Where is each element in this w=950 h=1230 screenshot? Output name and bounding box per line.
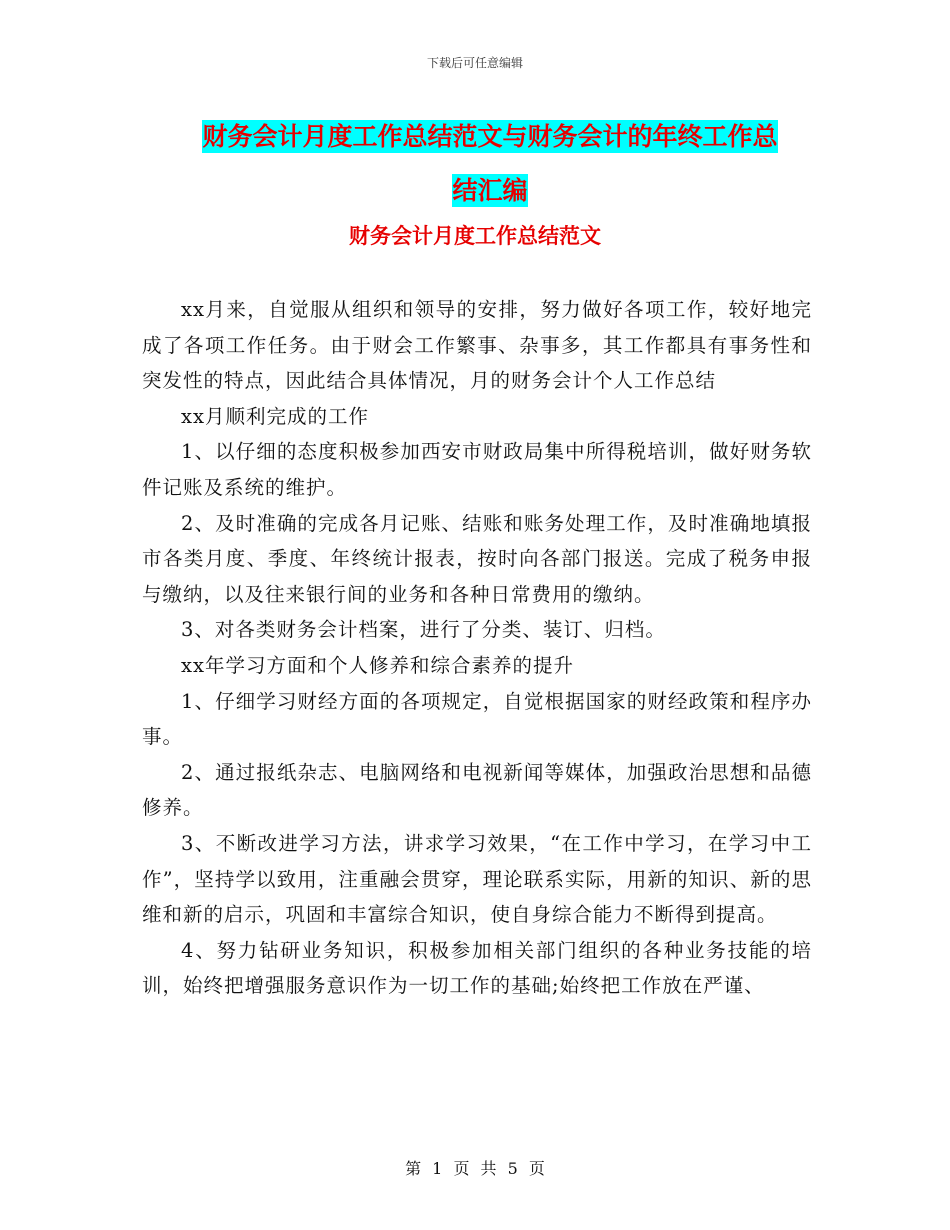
paragraph: 4、努力钻研业务知识，积极参加相关部门组织的各种业务技能的培训，始终把增强服务意识作为一切工作的基础;始终把工作放在严谨、 (142, 938, 812, 998)
document-body (142, 292, 812, 1004)
paragraph: 2、通过报纸杂志、电脑网络和电视新闻等媒体，加强政治思想和品德修养。 (142, 760, 812, 820)
document-title-line-2: 结汇编 (452, 176, 528, 205)
paragraph: xx年学习方面和个人修养和综合素养的提升 (181, 653, 574, 677)
document-title-line-1: 财务会计月度工作总结范文与财务会计的年终工作总 (202, 122, 778, 151)
paragraph: 1、仔细学习财经方面的各项规定，自觉根据国家的财经政策和程序办事。 (142, 689, 812, 749)
section-title: 财务会计月度工作总结范文 (349, 224, 601, 248)
header-note: 下载后可任意编辑 (426, 56, 523, 70)
paragraph: 3、对各类财务会计档案，进行了分类、装订、归档。 (181, 618, 666, 642)
paragraph: 2、及时准确的完成各月记账、结账和账务处理工作，及时准确地填报市各类月度、季度、年终统计报表，按时向各部门报送。完成了税务申报与缴纳，以及往来银行间的业务和各种日常费用的缴纳。 (142, 511, 812, 606)
paragraph: 1、以仔细的态度积极参加西安市财政局集中所得税培训，做好财务软件记账及系统的维护。 (142, 440, 812, 499)
paragraph: xx月顺利完成的工作 (181, 404, 369, 428)
paragraph: xx月来，自觉服从组织和领导的安排，努力做好各项工作，较好地完成了各项工作任务。由于财会工作繁事、杂事多，其工作都具有事务性和突发性的特点，因此结合具体情况，月的财务会计个人工作总结 (142, 298, 812, 393)
page-number: 第 1 页 共 5 页 (405, 1159, 545, 1178)
paragraph: 3、不断改进学习方法，讲求学习效果，“在工作中学习，在学习中工作”，坚持学以致用，注重融会贯穿，理论联系实际，用新的知识、新的思维和新的启示，巩固和丰富综合知识，使自身综合能力不断得到提高。 (142, 831, 812, 927)
document-title (150, 110, 830, 218)
